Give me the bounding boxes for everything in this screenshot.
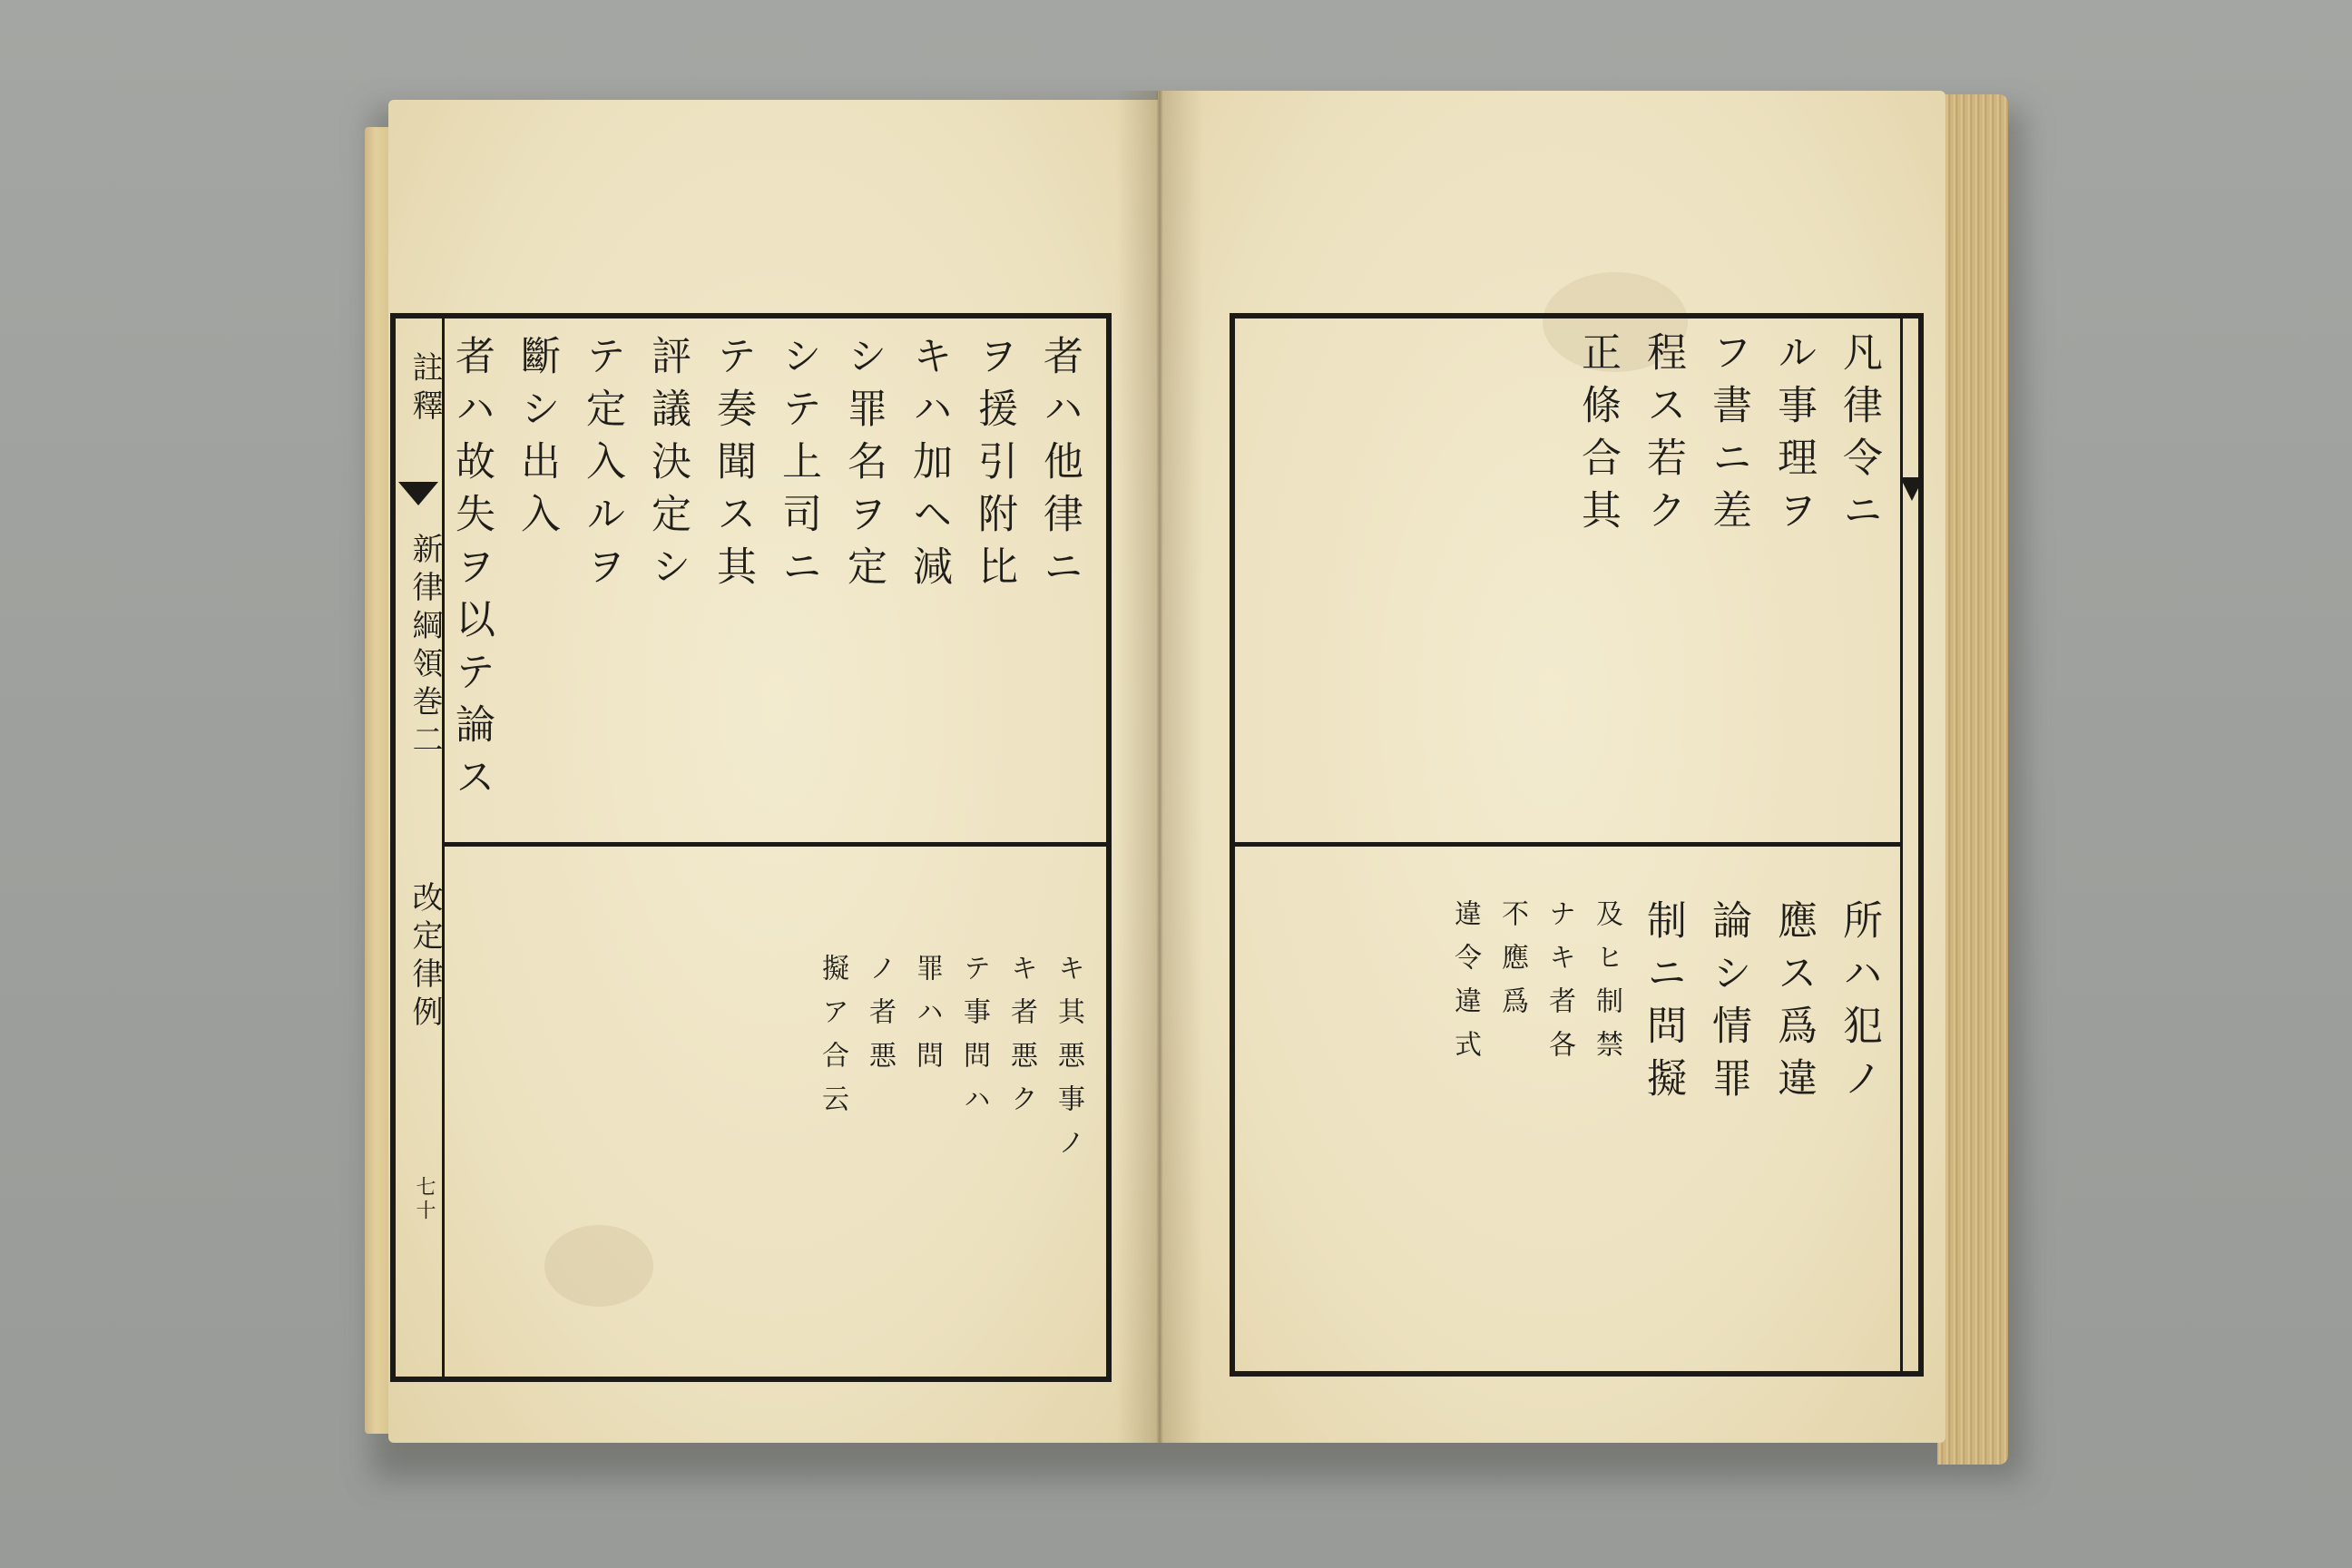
text-column: ナキ者各: [1544, 899, 1575, 1073]
fold-mark-icon: [1900, 477, 1924, 501]
text-column: 凡律令ニ: [1836, 331, 1882, 542]
text-column: 及ヒ制禁: [1591, 899, 1622, 1073]
page-number: 七十: [413, 1176, 436, 1223]
text-column: ノ者悪: [864, 954, 896, 1084]
margin-label-upper: 註釋: [407, 351, 443, 427]
text-column: ヲ援引附比: [971, 335, 1017, 598]
text-column: フ書ニ差: [1705, 331, 1751, 542]
text-column: 罪ハ問: [911, 954, 943, 1084]
text-column: 所ハ犯ノ: [1836, 899, 1882, 1110]
text-column: 制ニ問擬: [1640, 899, 1686, 1110]
text-column: 評議決定シ: [644, 335, 691, 598]
text-column: 者ハ他律ニ: [1036, 335, 1083, 598]
left-text-frame: [390, 313, 1112, 1382]
text-column: テ奏聞ス其: [710, 335, 756, 598]
right-text-frame: [1230, 313, 1924, 1377]
text-column: 斷シ出入: [514, 335, 560, 545]
left-margin-column: [396, 318, 445, 1377]
book-gutter: [1116, 91, 1203, 1443]
text-column: 論シ情罪: [1705, 899, 1751, 1110]
lower-text-block: [808, 954, 1092, 1171]
fold-mark-icon: [398, 482, 438, 505]
section-divider: [1235, 842, 1900, 847]
margin-book-title: 新律綱領巻二: [407, 533, 443, 761]
text-column: テ定入ルヲ: [579, 335, 625, 598]
right-margin-column: [1900, 318, 1918, 1371]
text-column: 程ス若ク: [1640, 331, 1686, 542]
text-column: キ其悪事ノ: [1053, 954, 1084, 1171]
section-divider: [445, 842, 1106, 847]
text-column: シテ上司ニ: [775, 335, 821, 598]
text-column: シ罪名ヲ定: [840, 335, 887, 598]
margin-label-lower: 改定律例: [407, 881, 443, 1034]
text-column: 者ハ故失ヲ以テ論ス: [448, 335, 495, 808]
text-column: テ事問ハ: [958, 954, 990, 1128]
text-column: ル事理ヲ: [1770, 331, 1817, 542]
text-column: キハ加ヘ減: [906, 335, 952, 598]
text-column: キ者悪ク: [1005, 954, 1037, 1128]
text-column: 應ス爲違: [1770, 899, 1817, 1110]
text-column: 違令違式: [1449, 899, 1481, 1073]
text-column: 擬ア合云: [817, 954, 848, 1128]
lower-text-block: [1441, 899, 1891, 1110]
upper-text-block: [1564, 331, 1891, 542]
text-column: 不應爲: [1496, 899, 1528, 1030]
text-column: 正條合其: [1574, 331, 1621, 542]
right-page-stack-edge: [1937, 94, 2008, 1465]
upper-text-block: [438, 335, 1092, 808]
